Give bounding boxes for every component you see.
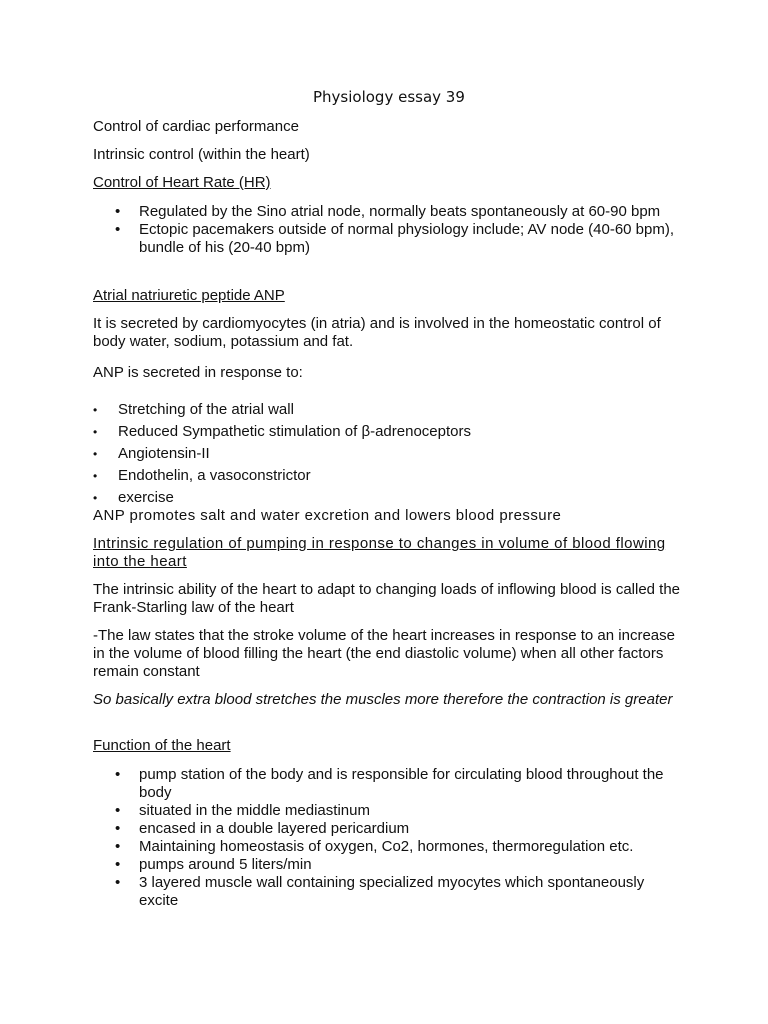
heart-rate-list [93, 203, 683, 257]
summary-italic-paragraph: So basically extra blood stretches the muscles more therefore the contraction is greater [93, 691, 673, 708]
anp-stimuli-list [93, 401, 683, 511]
intrinsic-control-text: Intrinsic control (within the heart) [93, 146, 310, 163]
list-item: • Stretching of the atrial wall [93, 401, 683, 423]
list-item: • Endothelin, a vasoconstrictor [93, 467, 683, 489]
intrinsic-regulation-heading: Intrinsic regulation of pumping in response to changes in volume of blood flowing into the heart [93, 535, 666, 570]
list-item: • encased in a double layered pericardium [93, 820, 683, 838]
function-heading: Function of the heart [93, 737, 231, 754]
anp-promotes-text: ANP promotes salt and water excretion and lowers blood pressure [93, 507, 562, 524]
list-item: • Angiotensin-II [93, 445, 683, 467]
list-item: • 3 layered muscle wall containing specialized myocytes which spontaneously excite [93, 874, 683, 910]
list-item: • Ectopic pacemakers outside of normal physiology include; AV node (40-60 bpm), bundle of his (20-40 bpm) [93, 221, 683, 257]
law-statement-paragraph: -The law states that the stroke volume of the heart increases in response to an increase in the volume of blood filling the heart (the end diastolic volume) when all other factors remain constant [93, 627, 675, 680]
list-item: • situated in the middle mediastinum [93, 802, 683, 820]
list-item: • Reduced Sympathetic stimulation of β-adrenoceptors [93, 423, 683, 445]
list-item: • pump station of the body and is responsible for circulating blood throughout the body [93, 766, 683, 802]
list-item: • Maintaining homeostasis of oxygen, Co2, hormones, thermoregulation etc. [93, 838, 683, 856]
heart-rate-heading: Control of Heart Rate (HR) [93, 174, 271, 191]
anp-response-text: ANP is secreted in response to: [93, 364, 303, 381]
anp-paragraph: It is secreted by cardiomyocytes (in atria) and is involved in the homeostatic control of body water, sodium, potassium and fat. [93, 315, 661, 350]
frank-starling-paragraph: The intrinsic ability of the heart to adapt to changing loads of inflowing blood is called the Frank-Starling law of the heart [93, 581, 681, 616]
section-heading-cardiac-performance: Control of cardiac performance [93, 118, 299, 135]
anp-heading: Atrial natriuretic peptide ANP [93, 287, 285, 304]
page-title: Physiology essay 39 [313, 88, 465, 106]
list-item: • Regulated by the Sino atrial node, normally beats spontaneously at 60-90 bpm [93, 203, 683, 221]
function-list [93, 766, 683, 910]
list-item: • pumps around 5 liters/min [93, 856, 683, 874]
list-item: • exercise [93, 489, 683, 511]
